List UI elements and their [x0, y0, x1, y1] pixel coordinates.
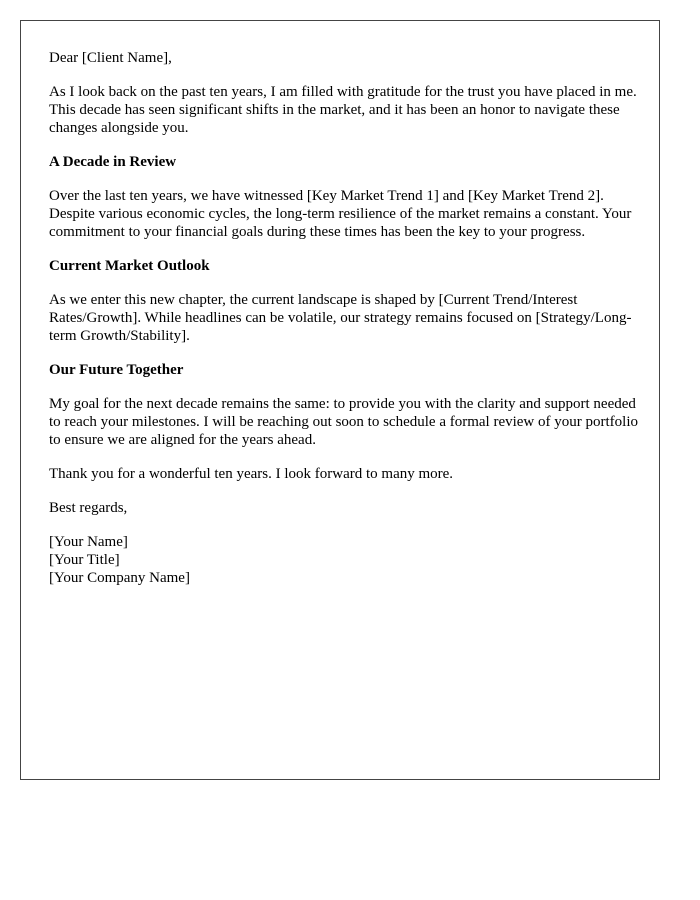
section-body-market-outlook: As we enter this new chapter, the current landscape is shaped by [Current Trend/Interest Rates/Growth]. While headlines can be volatile, our strategy remains focused on [Strategy/Long-term Growth/Stability]. [49, 292, 632, 344]
signature-block [49, 533, 639, 587]
thanks-paragraph: Thank you for a wonderful ten years. I look forward to many more. [49, 466, 454, 482]
section-body-future-together: My goal for the next decade remains the same: to provide you with the clarity and support needed to reach your milestones. I will be reaching out soon to schedule a formal review of your portfolio to ensure we are aligned for the years ahead. [49, 396, 638, 448]
section-heading-decade-review: A Decade in Review [49, 154, 177, 170]
section-heading-market-outlook: Current Market Outlook [49, 258, 210, 274]
salutation: Dear [Client Name], [49, 50, 172, 66]
letter-frame [20, 20, 660, 780]
intro-paragraph: As I look back on the past ten years, I am filled with gratitude for the trust you have placed in me. This decade has seen significant shifts in the market, and it has been an honor to navigate these changes alongside you. [49, 84, 637, 136]
signature-name: [Your Name] [49, 534, 128, 550]
letter-body [49, 49, 639, 587]
signature-company: [Your Company Name] [49, 570, 190, 586]
section-body-decade-review: Over the last ten years, we have witnessed [Key Market Trend 1] and [Key Market Trend 2]. Despite various economic cycles, the long-term resilience of the market remains a constant. Your commitment to your financial goals during these times has been the key to your progress. [49, 188, 632, 240]
signature-title: [Your Title] [49, 552, 120, 568]
section-heading-future-together: Our Future Together [49, 362, 184, 378]
closing: Best regards, [49, 500, 128, 516]
